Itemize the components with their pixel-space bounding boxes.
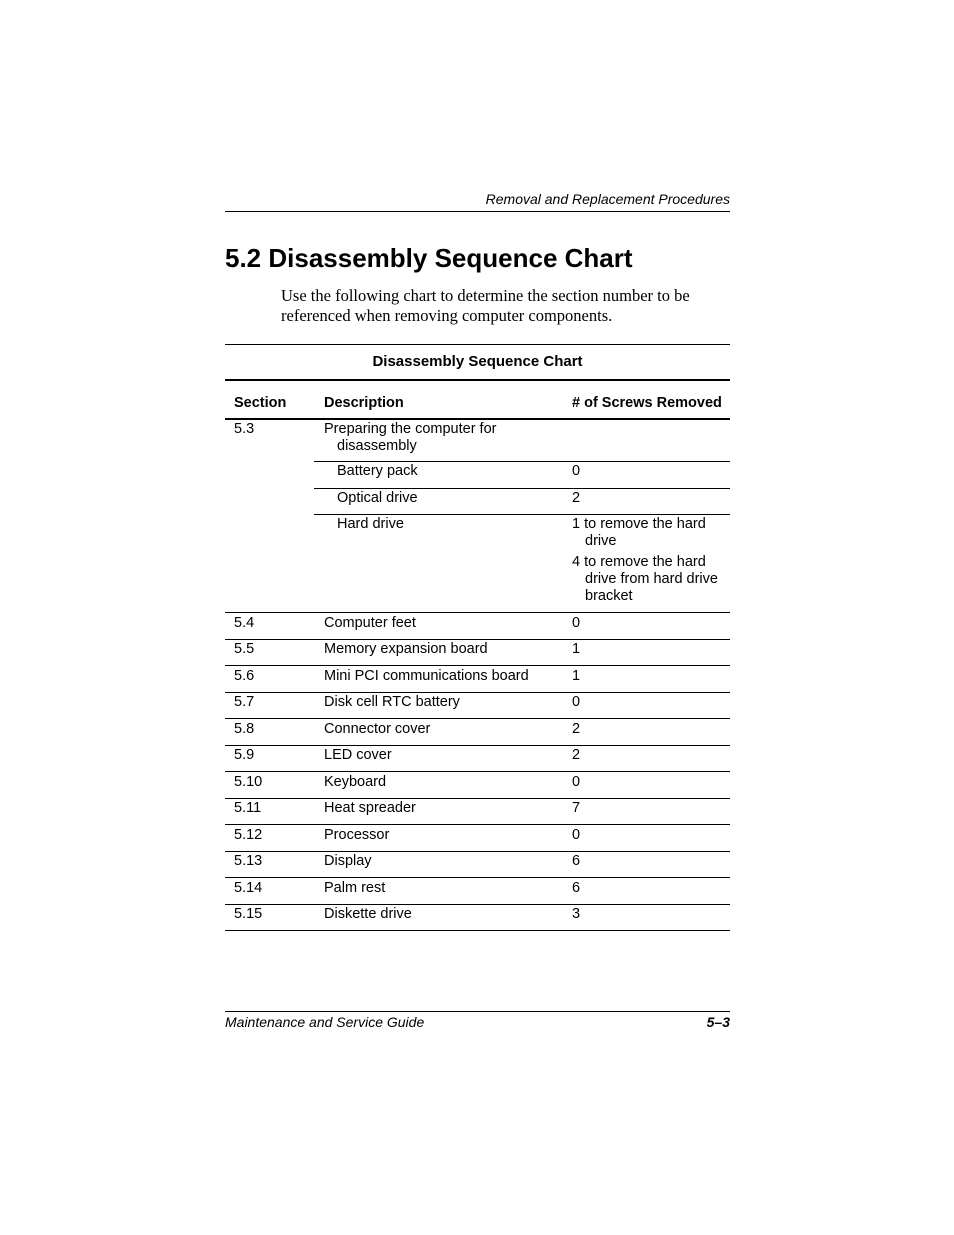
section-cell: 5.15 — [234, 905, 263, 922]
row-divider — [225, 639, 730, 640]
row-divider — [225, 798, 730, 799]
description-cell: LED cover — [324, 747, 392, 764]
row-divider — [225, 824, 730, 825]
row-divider — [225, 665, 730, 666]
screws-cell: 0 — [572, 773, 581, 790]
footer-title: Maintenance and Service Guide — [225, 1014, 425, 1030]
screws-cell: 1 to remove the hard drive — [572, 516, 706, 549]
header-rule — [225, 211, 730, 212]
row-divider — [225, 692, 730, 693]
row-divider — [225, 612, 730, 613]
intro-paragraph: Use the following chart to determine the section number to be referenced when removing computer components. — [281, 286, 690, 325]
section-cell: 5.3 — [234, 421, 255, 437]
table-caption: Disassembly Sequence Chart — [372, 353, 583, 370]
section-cell: 5.9 — [234, 747, 255, 764]
description-cell: Heat spreader — [324, 800, 416, 817]
table-top-rule — [225, 344, 730, 345]
row-divider — [225, 718, 730, 719]
description-cell: Preparing the computer for disassembly — [324, 421, 497, 454]
description-cell: Hard drive — [337, 516, 404, 532]
description-cell: Keyboard — [324, 773, 387, 790]
page-number: 5–3 — [706, 1014, 730, 1030]
description-cell: Diskette drive — [324, 905, 412, 922]
footer-rule — [225, 1011, 730, 1012]
section-cell: 5.13 — [234, 853, 263, 870]
row-divider — [225, 904, 730, 905]
description-cell: Connector cover — [324, 720, 431, 737]
row-divider — [314, 488, 730, 489]
row-divider — [225, 930, 730, 931]
description-cell: Processor — [324, 826, 390, 843]
screws-cell: 6 — [572, 853, 581, 870]
section-cell: 5.5 — [234, 641, 255, 658]
description-cell: Mini PCI communications board — [324, 667, 529, 684]
section-cell: 5.7 — [234, 694, 255, 711]
section-cell: 5.12 — [234, 826, 263, 843]
row-divider — [225, 771, 730, 772]
description-cell: Palm rest — [324, 879, 386, 896]
section-cell: 5.6 — [234, 667, 255, 684]
row-divider — [225, 877, 730, 878]
description-cell: Optical drive — [337, 490, 418, 506]
caption-rule — [225, 379, 730, 381]
screws-cell: 0 — [572, 615, 581, 631]
running-head: Removal and Replacement Procedures — [485, 191, 730, 207]
row-divider — [225, 851, 730, 852]
screws-cell: 4 to remove the hard drive from hard drive bracket — [572, 554, 718, 604]
screws-cell: 2 — [572, 490, 581, 506]
screws-cell: 3 — [572, 905, 581, 922]
screws-cell: 0 — [572, 826, 581, 843]
header-bottom-rule — [225, 418, 730, 420]
section-title: 5.2 Disassembly Sequence Chart — [225, 243, 633, 273]
section-cell: 5.8 — [234, 720, 255, 737]
column-header-screws: # of Screws Removed — [572, 395, 722, 411]
section-cell: 5.11 — [234, 800, 262, 817]
screws-cell: 0 — [572, 694, 581, 711]
row-divider — [314, 461, 730, 462]
screws-cell: 6 — [572, 879, 581, 896]
section-cell: 5.14 — [234, 879, 263, 896]
description-cell: Display — [324, 853, 372, 870]
description-cell: Computer feet — [324, 615, 416, 631]
description-cell: Battery pack — [337, 463, 418, 479]
screws-cell: 1 — [572, 667, 581, 684]
screws-cell: 0 — [572, 463, 581, 479]
description-cell: Memory expansion board — [324, 641, 488, 658]
column-header-description: Description — [324, 395, 404, 411]
section-cell: 5.10 — [234, 773, 263, 790]
screws-cell: 2 — [572, 747, 581, 764]
row-divider — [314, 514, 730, 515]
column-header-section: Section — [234, 395, 287, 411]
row-divider — [225, 745, 730, 746]
description-cell: Disk cell RTC battery — [324, 694, 460, 711]
screws-cell: 1 — [572, 641, 581, 658]
screws-cell: 7 — [572, 800, 581, 817]
section-cell: 5.4 — [234, 615, 255, 631]
screws-cell: 2 — [572, 720, 581, 737]
